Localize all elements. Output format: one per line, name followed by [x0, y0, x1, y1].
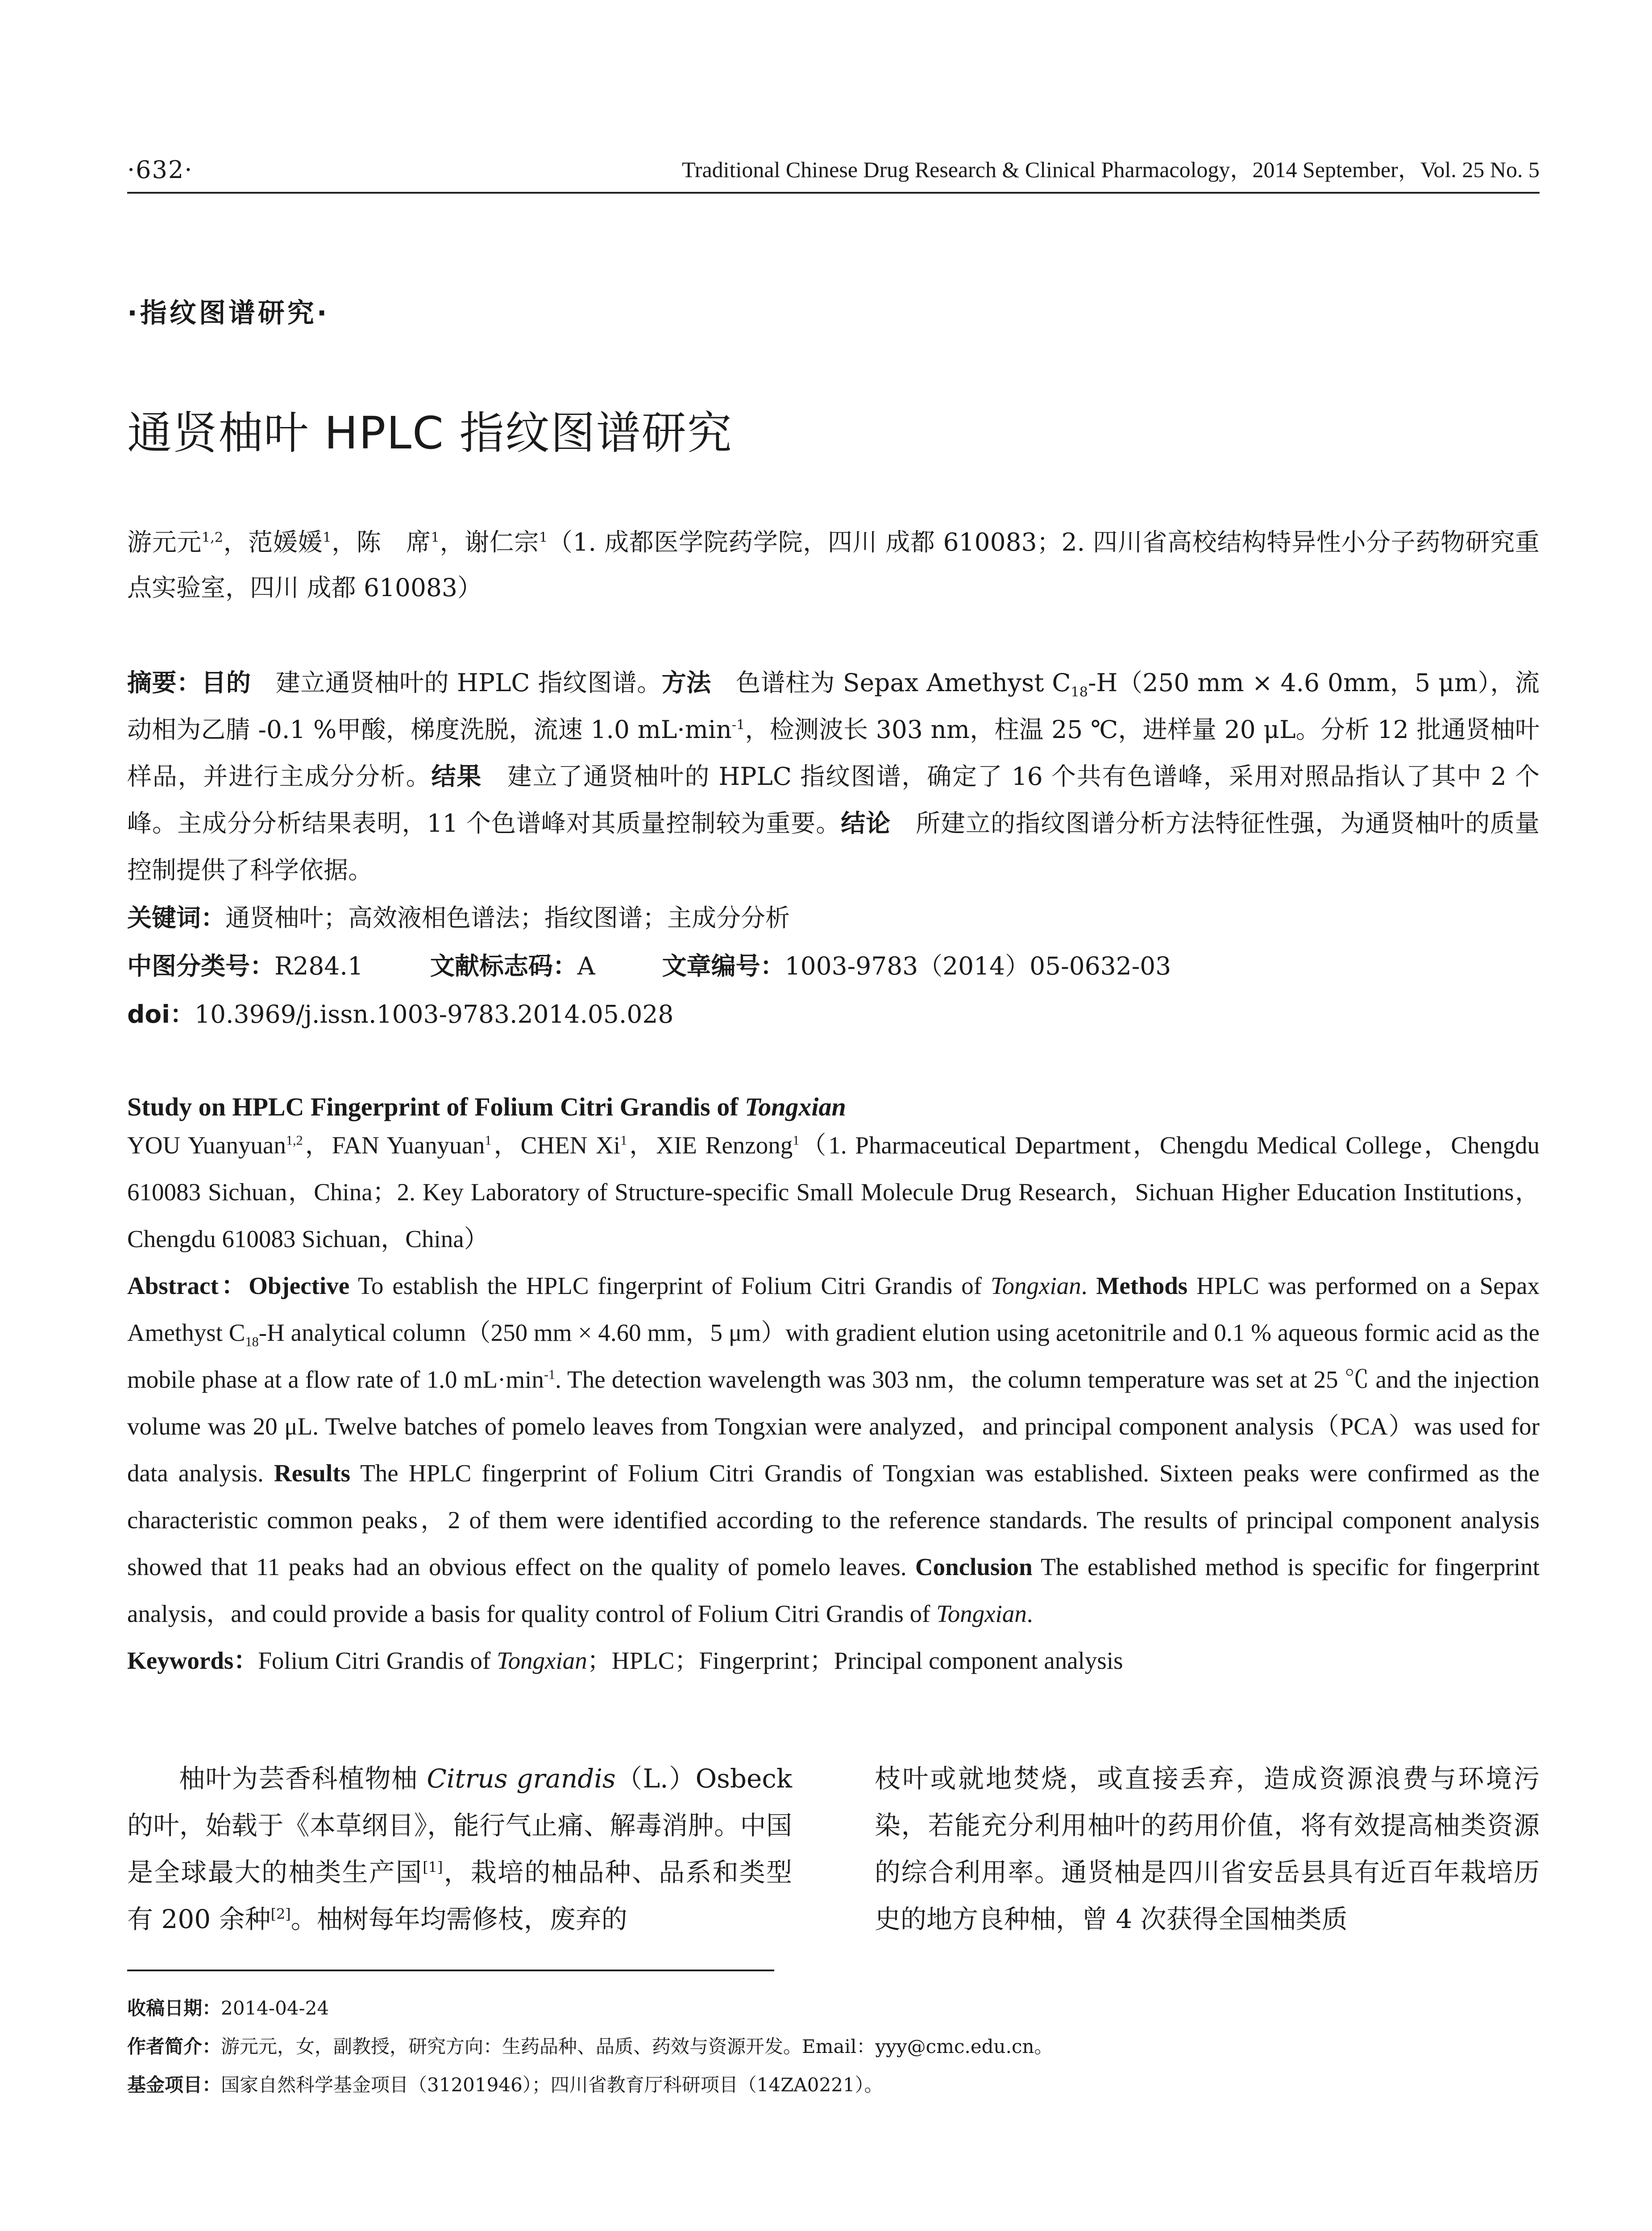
- affiliation: （1. Pharmaceutical Department，Chengdu Medical College，Chengdu 610083 Sichuan，China；2. Key Laboratory of Structure-specific Small Molecule Drug Research，Sichuan Higher Education Institutions，Chengdu 610083 Sichuan，China）: [127, 1132, 1540, 1252]
- methods-subscript: 18: [245, 1334, 259, 1349]
- english-keywords: [127, 1637, 1540, 1684]
- classification-line: [127, 942, 1540, 990]
- doc-code-label: 文献标志码：: [430, 952, 577, 980]
- english-title-text: Study on HPLC Fingerprint of Folium Citri Grandis of: [127, 1092, 745, 1121]
- funding-value: 国家自然科学基金项目（31201946）；四川省教育厅科研项目（14ZA0221）。: [221, 2074, 883, 2096]
- keywords-text: ；HPLC；Fingerprint；Principal component analysis: [587, 1647, 1123, 1674]
- author-name: ，谢仁宗: [439, 528, 540, 556]
- author-affil-mark: 1: [485, 1132, 492, 1148]
- english-title: [127, 1092, 1540, 1122]
- author-bio: [127, 2028, 1540, 2066]
- author-affil-mark: 1: [793, 1132, 800, 1148]
- keywords-text: Folium Citri Grandis of: [258, 1647, 497, 1674]
- methods-text: 色谱柱为 Sepax Amethyst C: [711, 668, 1071, 697]
- abstract-label: 摘要：: [127, 668, 202, 697]
- objective-text: .: [1081, 1272, 1096, 1299]
- author-affil-mark: 1,2: [201, 530, 224, 546]
- right-column: [875, 1755, 1540, 1971]
- chinese-keywords: [127, 894, 1540, 942]
- footnotes: [127, 1989, 1540, 2104]
- english-authors: [127, 1122, 1540, 1262]
- chinese-title: 通贤柚叶 HPLC 指纹图谱研究: [127, 407, 733, 459]
- author-name: ，范媛媛: [223, 528, 323, 556]
- paper-page: [127, 152, 1540, 2104]
- author-name: 游元元: [127, 528, 202, 556]
- author-name: ，XIE Renzong: [627, 1132, 793, 1159]
- received-value: 2014-04-24: [221, 1997, 329, 2019]
- doi-line: [127, 990, 1540, 1038]
- objective-label: 目的: [201, 668, 251, 697]
- results-text: The HPLC fingerprint of Folium Citri Grandis of Tongxian was established. Sixteen peaks were confirmed as the characteristic common peaks，2 of them were identified according to the reference standards. The results of principal component analysis showed that 11 peaks had an obvious effect on the quality of pomelo leaves.: [127, 1460, 1540, 1580]
- chinese-authors: [127, 519, 1540, 610]
- body-text-run: 。柚树每年均需修枝，废弃的: [291, 1904, 627, 1934]
- body-text: [127, 1755, 1540, 1971]
- keywords-label: 关键词：: [127, 904, 226, 932]
- left-column: [127, 1755, 792, 1971]
- body-text-run: （L.）Osbeck 的叶，始载于《本草纲目》，能行气止痛、解毒消肿。中国是全球最大的柚类生产国: [127, 1763, 792, 1887]
- english-title-italic: Tongxian: [745, 1092, 846, 1121]
- methods-superscript: -1: [731, 717, 745, 733]
- conclusion-label: Conclusion: [915, 1553, 1033, 1580]
- objective-label: Objective: [249, 1272, 350, 1299]
- chinese-abstract: [127, 659, 1540, 1038]
- methods-text: -H（250 mm × 4.6 0mm，5 μm），流动相为乙腈 -0.1 %甲酸，梯度洗脱，流速 1.0 mL·min: [127, 668, 1540, 744]
- received-date: [127, 1989, 1540, 2028]
- article-number-label: 文章编号：: [662, 952, 785, 980]
- conclusion-text: The established method is specific for fingerprint analysis，and could provide a basis for quality control of Folium Citri Grandis of: [127, 1553, 1540, 1627]
- author-name: ，陈 席: [331, 528, 431, 556]
- english-abstract: [127, 1262, 1540, 1684]
- methods-text: . The detection wavelength was 303 nm，the column temperature was set at 25 ℃ and the injection volume was 20 μL. Twelve batches of pomelo leaves from Tongxian were analyzed，and principal component analysis（PCA）was used for data analysis.: [127, 1366, 1540, 1487]
- methods-subscript: 18: [1071, 684, 1088, 700]
- section-tag: ·指纹图谱研究·: [127, 298, 330, 329]
- body-text-run: ，栽培的柚品种、品系和类型有 200 余种: [127, 1857, 792, 1934]
- methods-text: ，检测波长 303 nm，柱温 25 ℃，进样量 20 μL。分析 12 批通贤柚叶样品，并进行主成分分析。: [127, 715, 1540, 791]
- intro-paragraph-continued: 枝叶或就地焚烧，或直接丢弃，造成资源浪费与环境污染，若能充分利用柚叶的药用价值，将有效提高柚类资源的综合利用率。通贤柚是四川省安岳县具有近百年栽培历史的地方良种柚，曾 4 次获得全国柚类质: [875, 1763, 1540, 1934]
- keywords-text: 通贤柚叶；高效液相色谱法；指纹图谱；主成分分析: [225, 904, 790, 932]
- conclusion-text: 所建立的指纹图谱分析方法特征性强，为通贤柚叶的质量控制提供了科学依据。: [127, 809, 1540, 884]
- objective-italic: Tongxian: [991, 1272, 1081, 1299]
- author-bio-label: 作者简介：: [127, 2036, 221, 2057]
- journal-citation: Traditional Chinese Drug Research & Clinical Pharmacology，2014 September，Vol. 25 No. 5: [682, 157, 1540, 182]
- author-name: ，FAN Yuanyuan: [303, 1132, 485, 1159]
- methods-label: Methods: [1096, 1272, 1188, 1299]
- author-affil-mark: 1,2: [286, 1132, 303, 1148]
- doi-value: 10.3969/j.issn.1003-9783.2014.05.028: [195, 1000, 674, 1028]
- results-text: 建立了通贤柚叶的 HPLC 指纹图谱，确定了 16 个共有色谱峰，采用对照品指认了其中 2 个峰。主成分分析结果表明，11 个色谱峰对其质量控制较为重要。: [127, 762, 1540, 838]
- page-number: ·632·: [127, 156, 193, 184]
- author-name: YOU Yuanyuan: [127, 1132, 286, 1159]
- author-affil-mark: 1: [431, 530, 440, 546]
- results-label: 结果: [431, 762, 482, 791]
- intro-paragraph: [127, 1755, 792, 1943]
- methods-text: -H analytical column（250 mm × 4.60 mm，5 μm）with gradient elution using acetonitrile and 0.1 % aqueous formic acid as the mobile phase at a flow rate of 1.0 mL·min: [127, 1319, 1540, 1393]
- affiliation: （1. 成都医学院药学院，四川 成都 610083；2. 四川省高校结构特异性小分子药物研究重点实验室，四川 成都 610083）: [127, 528, 1540, 602]
- abstract-label: Abstract：: [127, 1272, 249, 1299]
- author-name: ，CHEN Xi: [491, 1132, 621, 1159]
- conclusion-label: 结论: [841, 809, 891, 838]
- citation-ref: [1]: [423, 1858, 443, 1876]
- methods-text: HPLC was performed on a Sepax Amethyst C: [127, 1272, 1540, 1346]
- author-affil-mark: 1: [539, 530, 548, 546]
- methods-label: 方法: [661, 668, 711, 697]
- author-affil-mark: 1: [323, 530, 332, 546]
- running-header: [127, 152, 1540, 194]
- citation-ref: [2]: [270, 1905, 291, 1923]
- objective-text: To establish the HPLC fingerprint of Folium Citri Grandis of: [349, 1272, 991, 1299]
- keywords-label: Keywords：: [127, 1647, 258, 1674]
- author-affil-mark: 1: [620, 1132, 627, 1148]
- conclusion-italic: Tongxian: [936, 1600, 1027, 1627]
- author-bio-value: 游元元，女，副教授，研究方向：生药品种、品质、药效与资源开发。Email：yyy@cmc.edu.cn。: [221, 2036, 1053, 2057]
- received-label: 收稿日期：: [127, 1997, 221, 2019]
- funding-label: 基金项目：: [127, 2074, 221, 2096]
- keywords-italic: Tongxian: [497, 1647, 587, 1674]
- clc-value: R284.1: [274, 952, 363, 980]
- doc-code-value: A: [577, 952, 595, 980]
- species-name: Citrus grandis: [427, 1763, 616, 1794]
- conclusion-text: .: [1026, 1600, 1033, 1627]
- results-label: Results: [274, 1460, 350, 1487]
- footnote-divider: [127, 1970, 774, 1971]
- doi-label: doi：: [127, 1000, 195, 1028]
- article-number-value: 1003-9783（2014）05-0632-03: [784, 952, 1171, 980]
- body-text-run: 柚叶为芸香科植物柚: [179, 1763, 427, 1794]
- objective-text: 建立通贤柚叶的 HPLC 指纹图谱。: [251, 668, 662, 697]
- methods-superscript: -1: [544, 1367, 556, 1382]
- funding: [127, 2066, 1540, 2104]
- clc-label: 中图分类号：: [127, 952, 275, 980]
